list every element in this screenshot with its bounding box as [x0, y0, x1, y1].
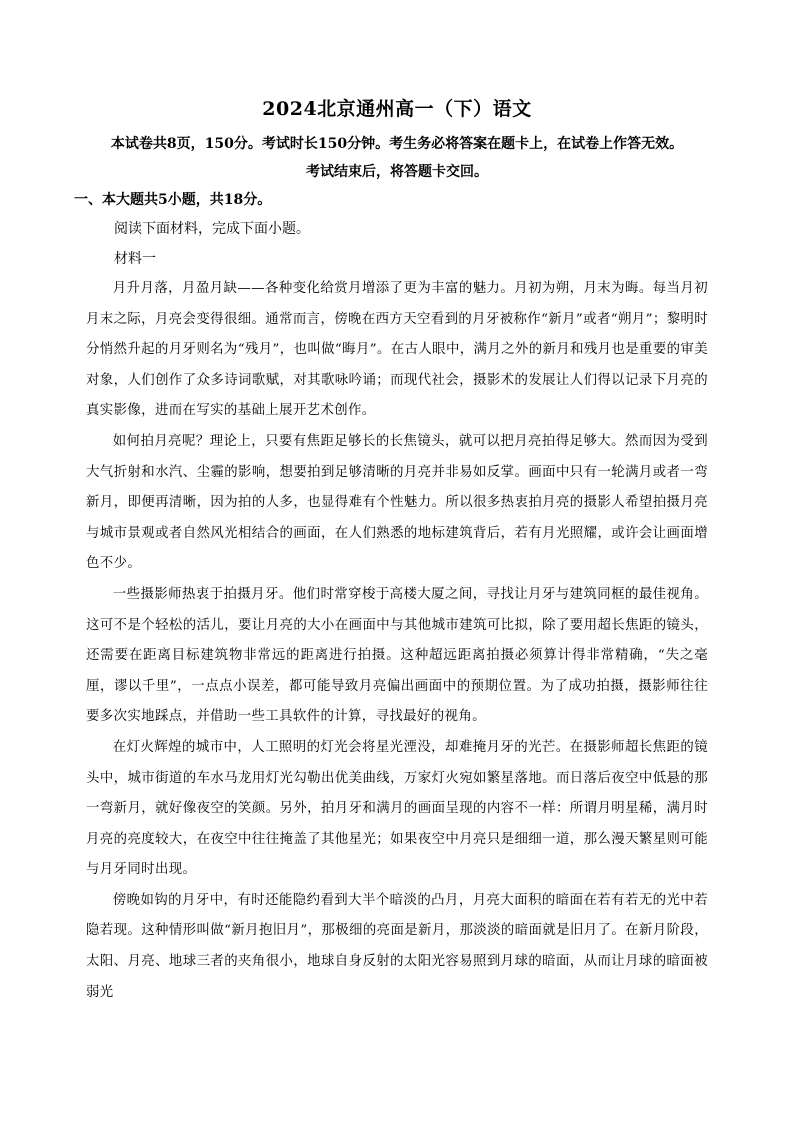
article-paragraph-5: 傍晚如钩的月牙中，有时还能隐约看到大半个暗淡的凸月，月亮大面积的暗面在若有若无的光中若隐若现。这种情形叫做“新月抱旧月”，那极细的亮面是新月，那淡淡的暗面就是旧月了。在新月阶段，太阳、月亮、地球三者的夹角很小，地球自身反射的太阳光容易照到月球的暗面，从而让月球的暗面被弱光	[86, 892, 708, 1000]
article-paragraph-4: 在灯火辉煌的城市中，人工照明的灯光会将星光湮没，却难掩月牙的光芒。在摄影师超长焦距的镜头中，城市街道的车水马龙用灯光勾勒出优美曲线，万家灯火宛如繁星落地。而日落后夜空中低悬的那一弯新月，就好像夜空的笑颜。另外，拍月牙和满月的画面呈现的内容不一样：所谓月明星稀，满月时月亮的亮度较大，在夜空中往往掩盖了其他星光；如果夜空中月亮只是细细一道，那么漫天繁星则可能与月牙同时出现。	[86, 739, 708, 878]
article-paragraph-3: 一些摄影师热衷于拍摄月牙。他们时常穿梭于高楼大厦之间，寻找让月牙与建筑同框的最佳视角。这可不是个轻松的活儿，要让月亮的大小在画面中与其他城市建筑可比拟，除了要用超长焦距的镜头，还需要在距离目标建筑物非常远的距离进行拍摄。这种超远距离拍摄必须算计得非常精确，“失之毫厘，谬以千里”，一点点小误差，都可能导致月亮偏出画面中的预期位置。为了成功拍摄，摄影师往往要多次实地踩点，并借助一些工具软件的计算，寻找最好的视角。	[86, 586, 708, 725]
exam-title: 2024北京通州高一（下）语文	[262, 98, 532, 120]
reading-instruction: 阅读下面材料，完成下面小题。	[114, 221, 310, 237]
section-heading: 一、本大题共5小题，共18分。	[74, 192, 272, 208]
exam-notice-line-2: 考试结束后，将答题卡交回。	[306, 164, 488, 180]
material-label: 材料一	[114, 251, 156, 267]
article-paragraph-2: 如何拍月亮呢？理论上，只要有焦距足够长的长焦镜头，就可以把月亮拍得足够大。然而因为受到大气折射和水汽、尘霾的影响，想要拍到足够清晰的月亮并非易如反掌。画面中只有一轮满月或者一弯新月，即便再清晰，因为拍的人多，也显得难有个性魅力。所以很多热衷拍月亮的摄影人希望拍摄月亮与城市景观或者自然风光相结合的画面，在人们熟悉的地标建筑背后，若有月光照耀，或许会让画面增色不少。	[86, 433, 708, 572]
exam-notice-line-1: 本试卷共8页，150分。考试时长150分钟。考生务必将答案在题卡上，在试卷上作答无效。	[110, 136, 684, 152]
article-paragraph-1: 月升月落，月盈月缺——各种变化给赏月增添了更为丰富的魅力。月初为朔，月末为晦。每当月初月末之际，月亮会变得很细。通常而言，傍晚在西方天空看到的月牙被称作“新月”或者“朔月”；黎明时分悄然升起的月牙则名为“残月”，也叫做“晦月”。在古人眼中，满月之外的新月和残月也是重要的审美对象，人们创作了众多诗词歌赋，对其歌咏吟诵；而现代社会，摄影术的发展让人们得以记录下月亮的真实影像，进而在写实的基础上展开艺术创作。	[86, 281, 708, 419]
